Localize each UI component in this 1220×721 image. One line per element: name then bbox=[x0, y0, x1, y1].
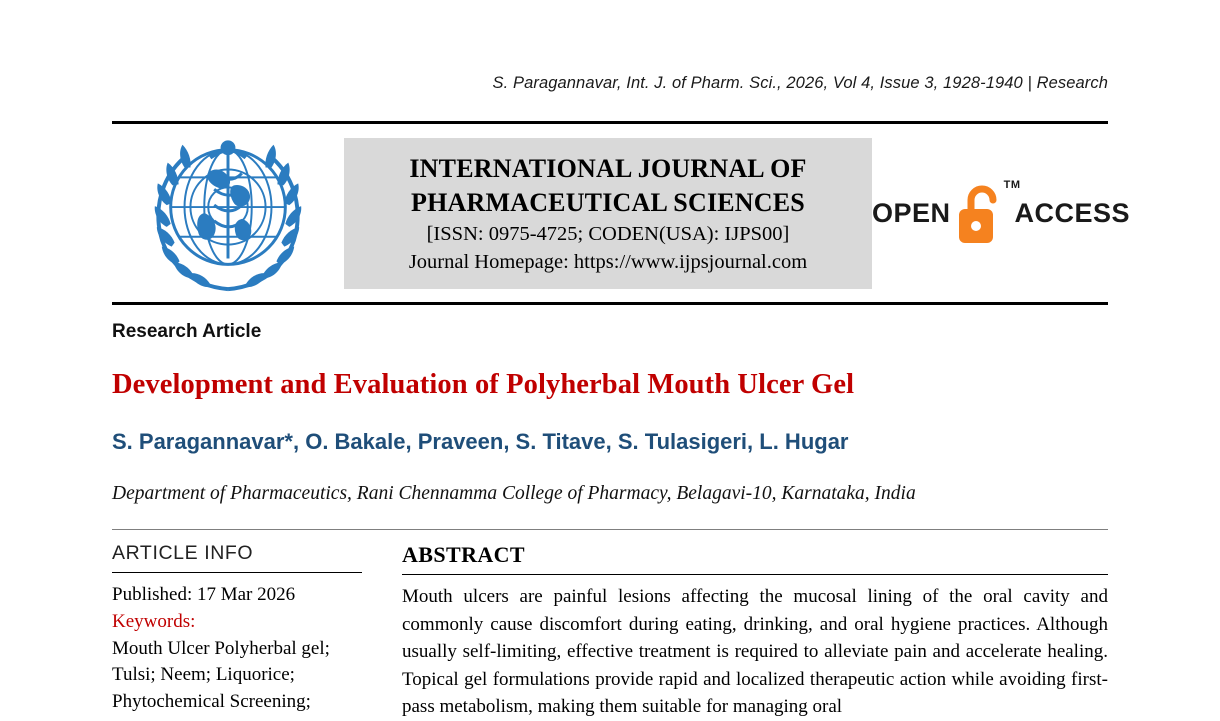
section-divider bbox=[112, 529, 1108, 530]
keywords-label: Keywords: bbox=[112, 610, 196, 632]
article-info-body bbox=[112, 582, 362, 715]
open-lock-icon bbox=[955, 179, 1021, 245]
page-title: Development and Evaluation of Polyherbal Mouth Ulcer Gel bbox=[112, 369, 855, 400]
journal-homepage: Journal Homepage: https://www.ijpsjournal.com bbox=[408, 250, 808, 273]
open-access-access-label: ACCESS bbox=[1014, 197, 1131, 228]
abstract-text: Mouth ulcers are painful lesions affecting the mucosal lining of the oral cavity and commonly cause discomfort during eating, drinking, and oral hygiene practices. Although usually self-limiting, effective treatment is required to alleviate pain and accelerate healing. Topical gel formulations provide rapid and localized therapeutic action while avoiding first-pass metabolism, making them suitable for managing oral bbox=[402, 586, 1108, 718]
keyword-line: Tulsi; Neem; Liquorice; bbox=[112, 664, 295, 686]
article-info-rule bbox=[112, 572, 362, 573]
info-abstract-columns bbox=[112, 542, 1108, 721]
affiliation: Department of Pharmaceutics, Rani Chennamma College of Pharmacy, Belagavi-10, Karnataka, India bbox=[112, 483, 916, 504]
article-info-column bbox=[112, 542, 380, 721]
open-access-badge bbox=[872, 181, 1132, 245]
journal-title-box bbox=[344, 138, 872, 289]
abstract-heading: ABSTRACT bbox=[402, 542, 526, 567]
author-list: S. Paragannavar*, O. Bakale, Praveen, S. Titave, S. Tulasigeri, L. Hugar bbox=[112, 429, 849, 454]
running-header: S. Paragannavar, Int. J. of Pharm. Sci., 2026, Vol 4, Issue 3, 1928-1940 | Research bbox=[492, 74, 1108, 92]
open-access-open-label: OPEN bbox=[872, 197, 951, 228]
journal-title-line2: PHARMACEUTICAL SCIENCES bbox=[411, 188, 805, 218]
keyword-line: Phytochemical Screening; bbox=[112, 691, 311, 713]
journal-issn: [ISSN: 0975-4725; CODEN(USA): IJPS00] bbox=[426, 223, 790, 246]
abstract-column bbox=[380, 542, 1108, 721]
un-emblem-icon bbox=[139, 128, 317, 298]
keyword-line: Mouth Ulcer Polyherbal gel; bbox=[112, 637, 330, 659]
un-emblem-logo bbox=[112, 128, 344, 298]
article-type-label: Research Article bbox=[112, 321, 262, 342]
abstract-rule bbox=[402, 574, 1108, 575]
trademark-icon: TM bbox=[1003, 179, 1021, 191]
journal-masthead bbox=[112, 124, 1131, 302]
article-info-heading: ARTICLE INFO bbox=[112, 542, 254, 564]
published-date: Published: 17 Mar 2026 bbox=[112, 584, 296, 605]
journal-title-line1: INTERNATIONAL JOURNAL OF bbox=[409, 153, 807, 183]
header-divider-bottom bbox=[112, 302, 1108, 305]
